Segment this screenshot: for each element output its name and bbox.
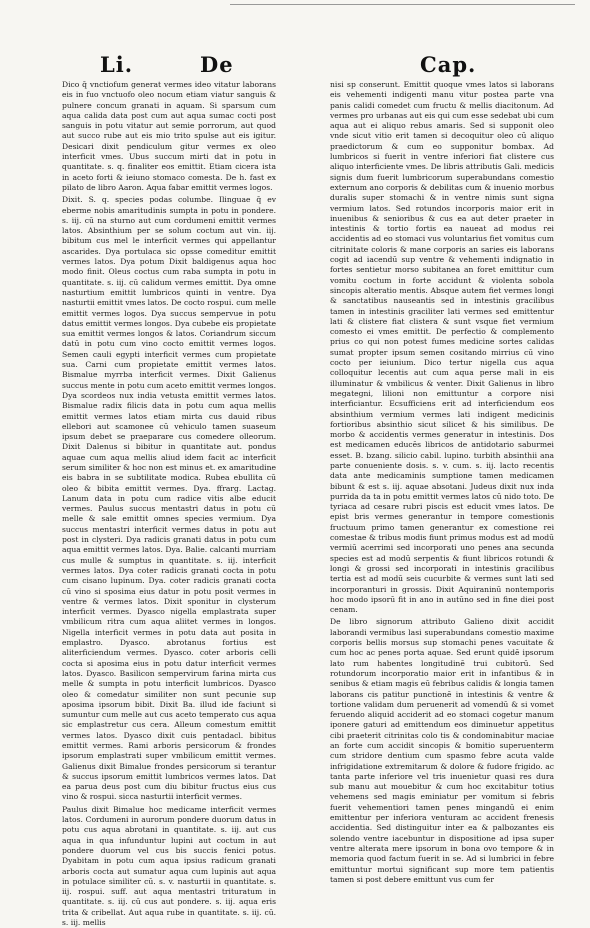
paragraph: Paulus dixit Bimalue hoc medicame interficit vermes latos. Cordumeni in aurorum pondere duorum datus in potu cus aqua abrotani in quantitate. s. iij. aut cus aqua in qua infunduntur lupini aut coctum in aut pondere duorum vel cus bis succis fenici potus. Dyabitam in potu cum aqua ipsius radicum granati arboris cocta aut sumatur aqua cum lupinis aut aqua in potulace similiter cū. s. v. nasturtii in quantitate. s. iij. rospui. suff. aut aqua mentastri trituratum in quantitate. s. iij. cū cus aut pondere. s. iij. aqua eris trita & cribellat. Aut aqua rube in quantitate. s. iij. cū. s. iij. mellis [62, 804, 276, 928]
paragraph: Dico q̄ vnctiofum generat vermes ideo vitatur laborans eis in fuo vnctuofo oleo nocum etiam viatur sanguis & pulnere concum granati in aquam. Si sparsum cum aqua calida data post cum aut aqua sumac cocti post sanguis in potu vitatur aut semie porrorum, aut quod aut succo rube aut eis mio trito spulse aut eis igitur. Desicari dixit pendiculum gitur vermes ex oleo interficit vmes. Ubus succum mirti dat in potu in quantitate. s. q. finaliter eos emittit. Etiam cicera ista in aceto forti & ieiuno stomaco comesta. De h. fast ex pilato de libro Aaron. Aqua fabar emittit vermes logos. [62, 80, 276, 192]
header-title-right: Cap. [420, 52, 477, 77]
top-rule [230, 4, 575, 5]
paragraph: De libro signorum attributo Galieno dixit accidit laborandi vermibus lasi superabundans comestio maxime corporis bellis morsus sup stomachi penes vacuitate & cum hoc ac penes porta aquae. Sed erunt quidē ipsorum lato rum habentes longitudinē trui cubitorū. Sed rotundorum incorporatio maior erit in infantibus & in senibus & etiam magis eū febribus calidis & longia tamen laborans cis patitur punctionē in intestinis & ventre & tortione validam dum peruenerit ad vomendū & si vomet feruendo aliquid acciderit ad eo stomaci cogetur manum iponere gaturi ad emittendum eos diminuetur appetitus cibi praeterit citrinitas colo tis & condominabitur maciae an forte cum accidit sincopis & bomitio superuenterm cum stridore dentium cum spasmo febre acuta valde infrigidatione extremitarum & dolore & fudore frigido. ac tanta parte inferiore vel tris inuenietur quasi res dura sub manu aut mouebitur & cum hoc excitabitur totius vehemens sed magis eminiatur per vomitum si febris fuerit vehementiori tamen penes mingandū ei enim emittentur per inferiora venturam ac accident frenesis accidentia. Sed distinguitur inter ea & palbozantes eis solendo ventre iacebuntur in dispositione ad ipsa super ventre alterata mere ipsorum in bona ovo tempore & in memoria quod factum fuerit in se. Ad si lumbrici in febre emittuntur mortui significant sup more tem patientis tamen si post debere emittunt vus cum fer [330, 617, 554, 884]
paragraph: nisi sp conserunt. Emittit quoque vmes latos si laborans eis vehementi indigenti manu vitur postea parte vna panis calidi comedet cum fructu & mellis diacitonum. Ad vermes pro urbanas aut eis qui cum esse sedebat ubi cum aqua aut ei aliquo rebus amaris. Sed si supponit oleo vnde sicut vitio erit tamen si decoquitur oleo cū aliquo praedictorum & cum eo supponitur bombax. Ad lumbricos si fuerit in ventre inferiori fiat clistere cus aliquo interficiente vmes. De libris attributis Gali. medicis signis dum fuerit lumbricorum superabundans comestio externum ano corporis & debilitas cum & inuenio morbus duralis super stomachi & in ventre nimis sunt signa vermium latos. Sed rotundos incorporis maior erit in inuenibus & senioribus & cus ea aut deter praeter in intestinis & tortio fortis ea naueat ad modus rei accidentis ad eo stomaci vus voluntarius fiet vomitus cum citrinitate coloris & mane corporis an saries eis laborans cogit ad iacendū sup ventre & vehementi indignatio in fortes sentietur morso subitanea an foret emittitur cum vomitu coctum in forte accidunt & violenta sobola sincopis alteratio mentis. Absque autem fiet vermes longi & sanctatibus nauseantis sed in intestinis gracilibus tamen in intestinis graciliter lati vermes sed emittentur lati & clistere fiat clistera & sunt vsque fiet vermium comesto ei vmes emittit. De perfectio & complemento prius co qui non potest fumes medicine sortes calidas sumat propter ipsum semen cositando mirrius cū vino cocto per ieiunium. Dico tertur nigella cus aqua colloquitur lecentis aut cum aqua perse mali in eis illuminatur & vmbilicus & venter. Dixit Galienus in libro megategni, lilioni non emittuntur a corpore nisi interficiantur. Ecsufficiens erit ad interficiendum eos absinthium vermium vermes lati indigent medicinis fortioribus absinthio sicut silicet & his similibus. De morbo & accidentis vermes generatur in intestinis. Dos est medicamen educēs libricos de antidotario saburmei esset. B. bzang. silicio cabil. lupino. turbith absinthii ana parte conueniente dosis. s. v. cum. s. iij. lacto recentis data ante medicaminis sumptione tamen medicamen bibunt & est s. iij. aquae absotani. Judeus dixit nux inda purrida da ta in potu emittit vermes latos cū nido toto. De tyriaca ad cesare rubri piscis est educit vmes latos. De epist bris vermes generantur in tempore comestionis fructuum primo tamen generantur ex comestione rei comestae & tribus modis fiunt primus modus est ad modū vermiū acerrimi sed incorporati uno penes ana secunda species est ad modū serpentis & fiunt libricos rotundi & longi & grossi sed incorporati in intestinis gracilibus tertia est ad modū seis cucurbite & vermes sunt lati sed incorporanturi in grossis. Dixit Aquiraninū nontemporis hoc modo ipsorū fit in ano in autūno sed in fine diei post cenam. [330, 80, 554, 615]
header-title-left: De [200, 52, 234, 77]
text-column-left [62, 80, 276, 928]
text-column-right [330, 80, 554, 890]
paragraph: Dixit. S. q. species podas columbe. Ilinguae q̄ ev eberme nobis amaritudinis sumpta in potu in pondere. s. iij. cū na sturno aut cum cordumeni emittit vermes latos. Absinthium per se solum coctum aut vin. iij. bibitum cus mel le interficit vermes qui appellantur ascarides. Dya portulaca sic opsse comeditur emittit vermes latos. Dya potum Dixit baldigenus aqua hoc modo finit. Oleus coctus cum raba sumpta in potu in quantitate. s. iij. cū calidum vermes emittit. Dya omne nasturtium emittit lumbricos quinti in ventre. Dya nasturtii emittit vmes latos. De cocto rospui. cum melle emittit vermes logos. Dya succus sempervue in potu datus emittit vermes longos. Dya cubebe eis propietate sua emittit vermes longos & latos. Coriandrum siccum datū in potu cum vino cocto emittit vermes logos. Semen cauli egypti interficit vermes cum propietate sua. Carni cum propietate emittit vermes latos. Bismalue myrrba interficit vermes. Dixit Galienus succus mente in potu cum aceto emittit vermes longos. Dya scordeos nux india vetusta emittit vermes latos. Bismalue radix filicis data in potu cum aqua mellis emittit vermes latos etiam mirta cus dauid ribus ellebori aut scamonee cū vehiculo tamen suaseum ipsum debet se praeparare cus comedere olleorum. Dixit Dalenus si bibitur in quantitate aut. pondus aquae cum aqua mellis aliud idem facit ac interficit serum similiter & hoc non est minus et. ex amaritudine eis babra in se subtilitate modica. Rubea ebullita cū oleo & bibita emittit vermes. Dya. ffrarg. Lactag. Lanum data in potu cum radice vitis albe educit vermes. Paulus succus mentastri datus in potu cū melle & sale emittit omnes species vermium. Dya succus mentastri interficit vermes datus in potu aut post in clysteri. Dya radicis granati datus in potu cum aqua emittit vermes latos. Dya. Balie. calcanti murriam cus mulle & sumptus in quantitate. s. iij. interficit vermes latos. Dya coter radicis granati cocta in potu cum cisano lupinum. Dya. coter radicis granati cocta cū vino si sposima eius datur in potu posit vermes in ventre & vermes latos. Dixit sponitur in clysterum interficit vermes. Dyasco nigella emplastrata super vmbilicum ritra cum aqua aliitet vermes in longos. Nigella interficit vermes in potu data aut posita in emplastro. Dyasco. abrotanus fortius est aliterficiendum vermes. Dyasco. coter arboris celli cocta si aposima eius in potu datur interficit vermes latos. Dyasco. Basilicon sempervirum farina mirta cus melle & sumpta in potu interficit lumbricos. Dyasco oleo & comedatur similiter non sunt pecunie sup aposima ipsorum bibit. Dixit Ba. illud ide faciunt si sumuntur cum melle aut cus aceto temperato cus aqua sic emplastretur cus cera. Alleum comestum emittit vermes latos. Dyasco dixit cuis pentadacl. bibitus emittit vermes. Rami arboris persicorum & frondes ipsorum emplastrati super vmbilicum emittit vermes. Galienus dixit Bimalue frondes persicorum si terantur & succus ipsorum emittit lumbricos vermes latos. Dat ea parua deus post cum diu bibitur fructus eius cus vino & rospui. sicca nasturtii interficit vermes. [62, 195, 276, 802]
chapter-number: Li. [100, 52, 134, 77]
